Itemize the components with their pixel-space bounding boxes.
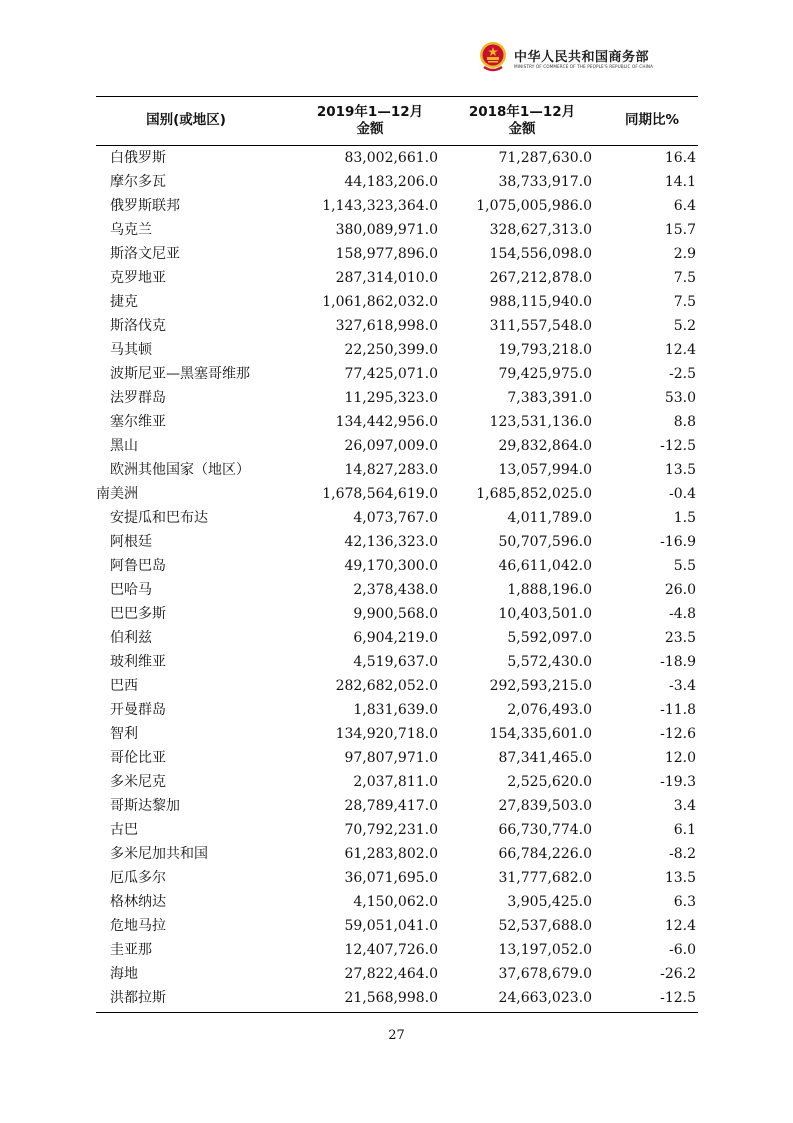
table-row	[96, 866, 698, 890]
yoy-ratio-cell: 8.8	[673, 414, 696, 430]
table-row	[96, 530, 698, 554]
yoy-ratio-cell: 16.4	[664, 150, 696, 166]
table-row	[96, 410, 698, 434]
yoy-ratio-cell: 6.4	[673, 198, 696, 214]
amount-2018-cell: 4,011,789.0	[507, 510, 592, 526]
table-row	[96, 434, 698, 458]
amount-2019-cell: 327,618,998.0	[335, 318, 438, 334]
yoy-ratio-cell: 12.4	[664, 342, 696, 358]
country-name-cell: 玻利维亚	[110, 654, 166, 670]
header-country: 国别(或地区)	[146, 112, 226, 128]
amount-2019-cell: 11,295,323.0	[344, 390, 438, 406]
table-row	[96, 458, 698, 482]
amount-2018-cell: 267,212,878.0	[489, 270, 592, 286]
amount-2019-cell: 134,920,718.0	[335, 726, 438, 742]
amount-2018-cell: 311,557,548.0	[489, 318, 592, 334]
yoy-ratio-cell: 26.0	[664, 582, 696, 598]
table-row	[96, 938, 698, 962]
country-name-cell: 巴西	[110, 678, 138, 694]
table-row	[96, 578, 698, 602]
country-name-cell: 安提瓜和巴布达	[110, 510, 208, 526]
yoy-ratio-cell: 53.0	[664, 390, 696, 406]
amount-2019-cell: 6,904,219.0	[353, 630, 438, 646]
country-name-cell: 巴哈马	[110, 582, 152, 598]
amount-2018-cell: 328,627,313.0	[489, 222, 592, 238]
yoy-ratio-cell: -3.4	[669, 678, 696, 694]
country-name-cell: 南美洲	[96, 486, 138, 502]
yoy-ratio-cell: 5.2	[673, 318, 696, 334]
amount-2019-cell: 26,097,009.0	[344, 438, 438, 454]
amount-2018-cell: 52,537,688.0	[498, 918, 592, 934]
yoy-ratio-cell: 1.5	[673, 510, 696, 526]
table-row	[96, 674, 698, 698]
country-name-cell: 摩尔多瓦	[110, 174, 166, 190]
amount-2019-cell: 1,678,564,619.0	[322, 486, 438, 502]
country-name-cell: 多米尼加共和国	[110, 846, 208, 862]
amount-2018-cell: 1,888,196.0	[507, 582, 592, 598]
amount-2019-cell: 28,789,417.0	[344, 798, 438, 814]
yoy-ratio-cell: -8.2	[669, 846, 696, 862]
yoy-ratio-cell: 7.5	[673, 294, 696, 310]
table-row	[96, 386, 698, 410]
yoy-ratio-cell: -26.2	[660, 966, 696, 982]
table-row	[96, 650, 698, 674]
amount-2019-cell: 380,089,971.0	[335, 222, 438, 238]
amount-2019-cell: 134,442,956.0	[335, 414, 438, 430]
region-row	[96, 482, 698, 506]
amount-2018-cell: 66,784,226.0	[498, 846, 592, 862]
yoy-ratio-cell: 14.1	[664, 174, 696, 190]
amount-2019-cell: 61,283,802.0	[344, 846, 438, 862]
table-row	[96, 290, 698, 314]
country-name-cell: 马其顿	[110, 342, 152, 358]
country-name-cell: 厄瓜多尔	[110, 870, 166, 886]
amount-2018-cell: 13,057,994.0	[498, 462, 592, 478]
table-row	[96, 986, 698, 1010]
amount-2018-cell: 24,663,023.0	[498, 990, 592, 1006]
amount-2018-cell: 1,075,005,986.0	[476, 198, 592, 214]
ministry-logo	[478, 40, 678, 76]
yoy-ratio-cell: 6.1	[673, 822, 696, 838]
table-row	[96, 218, 698, 242]
yoy-ratio-cell: 6.3	[673, 894, 696, 910]
table-row	[96, 362, 698, 386]
table-row	[96, 554, 698, 578]
yoy-ratio-cell: 2.9	[673, 246, 696, 262]
amount-2018-cell: 154,335,601.0	[489, 726, 592, 742]
amount-2018-cell: 29,832,864.0	[498, 438, 592, 454]
table-row	[96, 962, 698, 986]
country-name-cell: 斯洛伐克	[110, 318, 166, 334]
country-name-cell: 伯利兹	[110, 630, 152, 646]
country-name-cell: 捷克	[110, 294, 138, 310]
amount-2019-cell: 70,792,231.0	[344, 822, 438, 838]
country-name-cell: 巴巴多斯	[110, 606, 166, 622]
amount-2019-cell: 287,314,010.0	[335, 270, 438, 286]
yoy-ratio-cell: 13.5	[664, 870, 696, 886]
country-name-cell: 阿鲁巴岛	[110, 558, 166, 574]
amount-2019-cell: 36,071,695.0	[344, 870, 438, 886]
country-name-cell: 格林纳达	[110, 894, 166, 910]
amount-2019-cell: 2,037,811.0	[353, 774, 438, 790]
table-row	[96, 266, 698, 290]
amount-2018-cell: 154,556,098.0	[489, 246, 592, 262]
table-row	[96, 722, 698, 746]
amount-2018-cell: 10,403,501.0	[498, 606, 592, 622]
amount-2019-cell: 282,682,052.0	[335, 678, 438, 694]
amount-2019-cell: 77,425,071.0	[344, 366, 438, 382]
yoy-ratio-cell: -2.5	[669, 366, 696, 382]
header-2018-amount: 2018年1—12月 金额	[468, 104, 576, 137]
yoy-ratio-cell: -4.8	[669, 606, 696, 622]
table-row	[96, 338, 698, 362]
country-name-cell: 阿根廷	[110, 534, 152, 550]
table-top-rule	[96, 96, 698, 97]
amount-2019-cell: 59,051,041.0	[344, 918, 438, 934]
country-name-cell: 多米尼克	[110, 774, 166, 790]
country-name-cell: 法罗群岛	[110, 390, 166, 406]
amount-2019-cell: 1,831,639.0	[353, 702, 438, 718]
amount-2019-cell: 44,183,206.0	[344, 174, 438, 190]
header-2019-amount: 2019年1—12月 金额	[316, 104, 424, 137]
amount-2019-cell: 49,170,300.0	[344, 558, 438, 574]
amount-2019-cell: 9,900,568.0	[353, 606, 438, 622]
country-name-cell: 危地马拉	[110, 918, 166, 934]
amount-2018-cell: 7,383,391.0	[507, 390, 592, 406]
yoy-ratio-cell: -19.3	[660, 774, 696, 790]
yoy-ratio-cell: -11.8	[660, 702, 696, 718]
country-name-cell: 圭亚那	[110, 942, 152, 958]
amount-2018-cell: 1,685,852,025.0	[476, 486, 592, 502]
table-row	[96, 914, 698, 938]
amount-2018-cell: 13,197,052.0	[498, 942, 592, 958]
amount-2019-cell: 2,378,438.0	[353, 582, 438, 598]
yoy-ratio-cell: -12.5	[660, 438, 696, 454]
yoy-ratio-cell: 3.4	[673, 798, 696, 814]
table-row	[96, 314, 698, 338]
amount-2019-cell: 21,568,998.0	[344, 990, 438, 1006]
amount-2019-cell: 1,143,323,364.0	[322, 198, 438, 214]
yoy-ratio-cell: -12.5	[660, 990, 696, 1006]
table-row	[96, 170, 698, 194]
amount-2019-cell: 4,519,637.0	[353, 654, 438, 670]
yoy-ratio-cell: 12.4	[664, 918, 696, 934]
table-row	[96, 794, 698, 818]
table-row	[96, 146, 698, 170]
country-name-cell: 黑山	[110, 438, 138, 454]
amount-2018-cell: 87,341,465.0	[498, 750, 592, 766]
amount-2018-cell: 71,287,630.0	[498, 150, 592, 166]
yoy-ratio-cell: -0.4	[669, 486, 696, 502]
amount-2018-cell: 292,593,215.0	[489, 678, 592, 694]
country-name-cell: 乌克兰	[110, 222, 152, 238]
amount-2019-cell: 12,407,726.0	[344, 942, 438, 958]
amount-2018-cell: 3,905,425.0	[507, 894, 592, 910]
country-name-cell: 斯洛文尼亚	[110, 246, 180, 262]
yoy-ratio-cell: 5.5	[673, 558, 696, 574]
country-name-cell: 塞尔维亚	[110, 414, 166, 430]
amount-2018-cell: 5,572,430.0	[507, 654, 592, 670]
country-name-cell: 开曼群岛	[110, 702, 166, 718]
amount-2019-cell: 158,977,896.0	[335, 246, 438, 262]
amount-2019-cell: 4,073,767.0	[353, 510, 438, 526]
amount-2018-cell: 988,115,940.0	[489, 294, 592, 310]
amount-2019-cell: 42,136,323.0	[344, 534, 438, 550]
country-name-cell: 哥斯达黎加	[110, 798, 180, 814]
amount-2018-cell: 2,525,620.0	[507, 774, 592, 790]
yoy-ratio-cell: 12.0	[664, 750, 696, 766]
table-row	[96, 842, 698, 866]
amount-2019-cell: 1,061,862,032.0	[322, 294, 438, 310]
table-row	[96, 890, 698, 914]
amount-2018-cell: 27,839,503.0	[498, 798, 592, 814]
amount-2019-cell: 27,822,464.0	[344, 966, 438, 982]
table-row	[96, 698, 698, 722]
country-name-cell: 欧洲其他国家（地区）	[110, 462, 250, 478]
yoy-ratio-cell: -16.9	[660, 534, 696, 550]
table-row	[96, 194, 698, 218]
table-bottom-rule	[96, 1012, 698, 1013]
amount-2018-cell: 38,733,917.0	[498, 174, 592, 190]
table-row	[96, 746, 698, 770]
country-name-cell: 波斯尼亚—黑塞哥维那	[110, 366, 250, 382]
ministry-name-en: MINISTRY OF COMMERCE OF THE PEOPLE'S REPUBLIC OF CHINA	[514, 64, 654, 69]
amount-2018-cell: 31,777,682.0	[498, 870, 592, 886]
table-row	[96, 770, 698, 794]
table-row	[96, 818, 698, 842]
yoy-ratio-cell: 23.5	[664, 630, 696, 646]
table-row	[96, 506, 698, 530]
table-row	[96, 602, 698, 626]
table-row	[96, 626, 698, 650]
country-name-cell: 哥伦比亚	[110, 750, 166, 766]
yoy-ratio-cell: -12.6	[660, 726, 696, 742]
amount-2019-cell: 97,807,971.0	[344, 750, 438, 766]
amount-2018-cell: 19,793,218.0	[498, 342, 592, 358]
yoy-ratio-cell: 7.5	[673, 270, 696, 286]
national-emblem-icon	[478, 40, 508, 74]
amount-2018-cell: 46,611,042.0	[498, 558, 592, 574]
page-number: 27	[388, 1028, 405, 1043]
country-name-cell: 洪都拉斯	[110, 990, 166, 1006]
country-name-cell: 白俄罗斯	[110, 150, 166, 166]
country-name-cell: 智利	[110, 726, 138, 742]
amount-2018-cell: 5,592,097.0	[507, 630, 592, 646]
yoy-ratio-cell: 15.7	[664, 222, 696, 238]
table-row	[96, 242, 698, 266]
country-name-cell: 俄罗斯联邦	[110, 198, 180, 214]
amount-2018-cell: 66,730,774.0	[498, 822, 592, 838]
amount-2018-cell: 50,707,596.0	[498, 534, 592, 550]
header-yoy-ratio: 同期比%	[624, 112, 680, 128]
amount-2018-cell: 2,076,493.0	[507, 702, 592, 718]
table-body	[96, 146, 698, 1010]
yoy-ratio-cell: -6.0	[669, 942, 696, 958]
amount-2018-cell: 37,678,679.0	[498, 966, 592, 982]
amount-2018-cell: 79,425,975.0	[498, 366, 592, 382]
country-name-cell: 克罗地亚	[110, 270, 166, 286]
amount-2019-cell: 4,150,062.0	[353, 894, 438, 910]
amount-2018-cell: 123,531,136.0	[489, 414, 592, 430]
amount-2019-cell: 83,002,661.0	[344, 150, 438, 166]
amount-2019-cell: 22,250,399.0	[344, 342, 438, 358]
ministry-name-cn: 中华人民共和国商务部	[514, 50, 650, 65]
country-name-cell: 古巴	[110, 822, 138, 838]
yoy-ratio-cell: -18.9	[660, 654, 696, 670]
amount-2019-cell: 14,827,283.0	[344, 462, 438, 478]
country-name-cell: 海地	[110, 966, 138, 982]
yoy-ratio-cell: 13.5	[664, 462, 696, 478]
